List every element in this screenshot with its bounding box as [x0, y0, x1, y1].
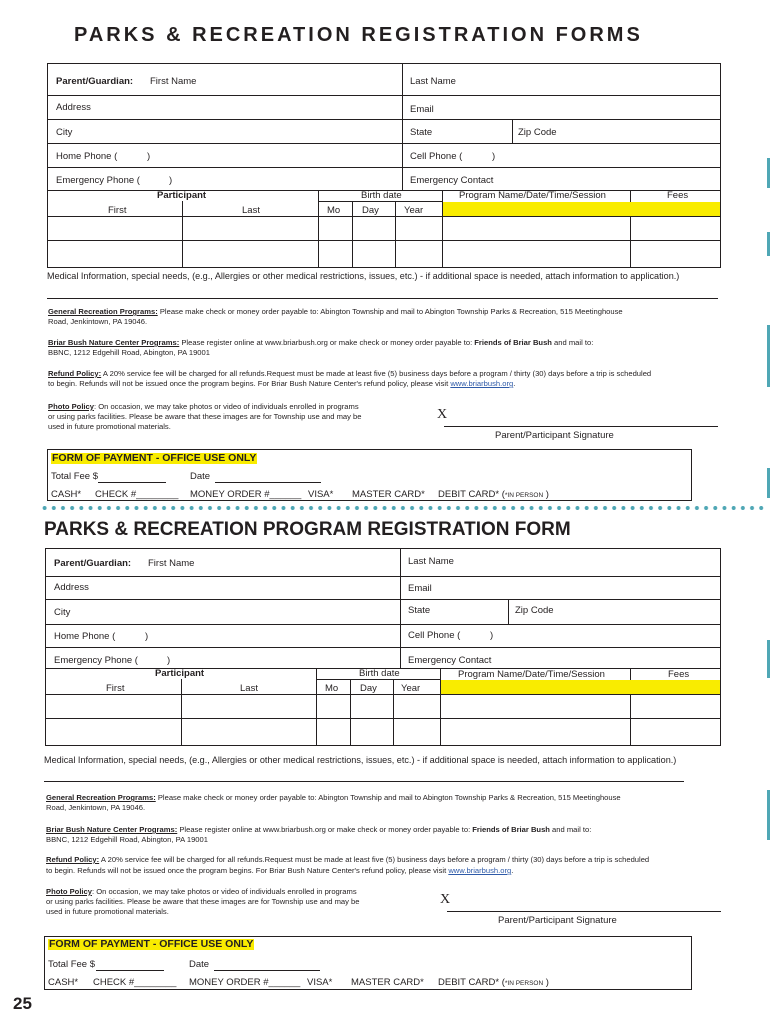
paren: ) — [543, 977, 549, 988]
briarbush-link[interactable]: www.briarbush.org — [450, 379, 514, 388]
last-name-label: Last Name — [408, 556, 454, 567]
debit-card-option — [438, 489, 549, 501]
total-fee-label: Total Fee $ — [48, 959, 95, 970]
signature-x: X — [437, 407, 448, 422]
refund-policy-text — [46, 855, 649, 865]
last-header: Last — [240, 683, 258, 694]
emergency-phone-label: Emergency Phone ( — [56, 175, 140, 186]
last-header: Last — [242, 205, 260, 216]
state-label: State — [408, 605, 431, 616]
date-label: Date — [190, 471, 211, 482]
payment-title: FORM OF PAYMENT - OFFICE USE ONLY — [52, 452, 257, 464]
money-order-option: MONEY ORDER #______ — [190, 489, 302, 500]
photo-policy-text-2: or using parks facilities. Please be aware that these images are for Township use and may be — [46, 897, 360, 906]
briar-bush-text-2: BBNC, 1212 Edgehill Road, Abington, PA 19001 — [46, 835, 208, 844]
refund-policy-text-2 — [46, 866, 513, 876]
in-person-note: *IN PERSON — [504, 492, 544, 499]
paren: ) — [490, 630, 494, 641]
highlight-bar — [441, 680, 720, 694]
master-card-option: MASTER CARD* — [352, 489, 425, 500]
participant-header: Participant — [155, 668, 205, 679]
program-header: Program Name/Date/Time/Session — [459, 190, 606, 201]
mo-header: Mo — [325, 683, 339, 694]
general-programs-text-2: Road, Jenkintown, PA 19046. — [48, 317, 148, 326]
zip-label: Zip Code — [515, 605, 554, 616]
city-label: City — [56, 127, 73, 138]
first-name-label: First Name — [150, 76, 197, 87]
in-person-note: *IN PERSON — [504, 980, 544, 987]
birth-date-header: Birth date — [361, 190, 402, 201]
signature-label: Parent/Participant Signature — [495, 430, 614, 441]
debit-card-label: DEBIT CARD* ( — [438, 977, 505, 988]
cash-option: CASH* — [48, 977, 79, 988]
photo-policy-text-3: used in future promotional materials. — [48, 422, 171, 431]
emergency-phone-label: Emergency Phone ( — [54, 655, 138, 666]
general-programs-label: General Recreation Programs: — [48, 307, 158, 316]
refund-policy-label: Refund Policy: — [48, 369, 102, 378]
emergency-contact-label: Emergency Contact — [410, 175, 494, 186]
briar-bush-text-2: BBNC, 1212 Edgehill Road, Abington, PA 19001 — [48, 348, 210, 357]
photo-policy-label: Photo Policy — [48, 402, 94, 411]
info-table — [47, 63, 721, 268]
briar-bush-line: Please register online at www.briarbush.org or make check or money order payable to: — [177, 825, 473, 834]
email-label: Email — [408, 583, 432, 594]
first-name-label: First Name — [148, 558, 195, 569]
cell-phone-label: Cell Phone ( — [408, 630, 461, 641]
photo-policy-text-2: or using parks facilities. Please be aware that these images are for Township use and may be — [48, 412, 362, 421]
payment-title: FORM OF PAYMENT - OFFICE USE ONLY — [49, 938, 254, 950]
email-label: Email — [410, 104, 434, 115]
general-programs-text — [48, 307, 623, 317]
program-header: Program Name/Date/Time/Session — [458, 669, 605, 680]
cash-option: CASH* — [51, 489, 82, 500]
refund-policy-line: A 20% service fee will be charged for all refunds.Request must be made at least five (5) business days before a program / thirty (30) days before a trip is scheduled — [101, 369, 652, 378]
day-header: Day — [360, 683, 377, 694]
parent-guardian-label: Parent/Guardian: — [54, 558, 132, 569]
day-header: Day — [362, 205, 379, 216]
form-title: PARKS & RECREATION PROGRAM REGISTRATION FORM — [44, 519, 571, 540]
parent-guardian-label: Parent/Guardian: — [56, 76, 134, 87]
emergency-contact-label: Emergency Contact — [408, 655, 492, 666]
money-order-option: MONEY ORDER #______ — [189, 977, 301, 988]
signature-x: X — [440, 892, 451, 907]
address-label: Address — [54, 582, 89, 593]
highlight-bar — [443, 202, 720, 216]
fees-header: Fees — [668, 669, 690, 680]
medical-info: Medical Information, special needs, (e.g., Allergies or other medical restrictions, issues, etc.) - if additional space is needed, attach information to application.) — [44, 755, 677, 765]
refund-policy-text-2 — [48, 379, 515, 389]
photo-policy-line: : On occasion, we may take photos or video of individuals enrolled in programs — [94, 402, 359, 411]
birth-date-header: Birth date — [359, 668, 400, 679]
home-phone-label: Home Phone ( — [56, 151, 118, 162]
general-programs-text-2: Road, Jenkintown, PA 19046. — [46, 803, 146, 812]
signature-line[interactable] — [444, 426, 718, 427]
page-number: 25 — [13, 994, 32, 1013]
general-programs-text — [46, 793, 621, 803]
paren: ) — [169, 175, 173, 186]
paren: ) — [543, 489, 549, 500]
briar-bush-text — [48, 338, 593, 348]
paren: ) — [492, 151, 496, 162]
fees-header: Fees — [667, 190, 689, 201]
briar-bush-mail: and mail to: — [549, 825, 592, 834]
briar-bush-text — [46, 825, 591, 835]
refund-policy-text — [48, 369, 651, 379]
participant-header: Participant — [157, 190, 207, 201]
mo-header: Mo — [327, 205, 341, 216]
year-header: Year — [404, 205, 424, 216]
year-header: Year — [401, 683, 421, 694]
photo-policy-text — [48, 402, 359, 412]
briar-bush-label: Briar Bush Nature Center Programs: — [48, 338, 180, 347]
refund-policy-line-2: to begin. Refunds will not be issued once the program begins. For Briar Bush Nature Center's refund policy, please visit — [46, 866, 449, 875]
photo-policy-label: Photo Policy — [46, 887, 92, 896]
first-header: First — [108, 205, 127, 216]
check-option: CHECK #________ — [93, 977, 177, 988]
briar-bush-line: Please register online at www.briarbush.org or make check or money order payable to: — [179, 338, 475, 347]
paren: ) — [167, 655, 171, 666]
refund-policy-line: A 20% service fee will be charged for all refunds.Request must be made at least five (5) business days before a program / thirty (30) days before a trip is scheduled — [99, 855, 650, 864]
friends-of-briar-bush: Friends of Briar Bush — [472, 825, 550, 834]
visa-option: VISA* — [308, 489, 334, 500]
debit-card-label: DEBIT CARD* ( — [438, 489, 505, 500]
briar-bush-label: Briar Bush Nature Center Programs: — [46, 825, 178, 834]
cut-line-dots — [40, 505, 766, 511]
address-label: Address — [56, 102, 91, 113]
check-option: CHECK #________ — [95, 489, 179, 500]
total-fee-label: Total Fee $ — [51, 471, 98, 482]
briarbush-link[interactable]: www.briarbush.org — [448, 866, 512, 875]
paren: ) — [145, 631, 149, 642]
zip-label: Zip Code — [518, 127, 557, 138]
photo-policy-text — [46, 887, 357, 897]
first-header: First — [106, 683, 125, 694]
cell-phone-label: Cell Phone ( — [410, 151, 463, 162]
friends-of-briar-bush: Friends of Briar Bush — [474, 338, 552, 347]
period: . — [511, 866, 514, 875]
paren: ) — [147, 151, 151, 162]
refund-policy-label: Refund Policy: — [46, 855, 100, 864]
general-programs-line: Please make check or money order payable to: Abington Township and mail to Abington Township Parks & Recreation, 515 Meetinghouse — [155, 793, 621, 802]
general-programs-label: General Recreation Programs: — [46, 793, 156, 802]
general-programs-line: Please make check or money order payable to: Abington Township and mail to Abington Township Parks & Recreation, 515 Meetinghouse — [157, 307, 623, 316]
page-title: PARKS & RECREATION REGISTRATION FORMS — [74, 24, 643, 46]
last-name-label: Last Name — [410, 76, 456, 87]
period: . — [513, 379, 516, 388]
photo-policy-text-3: used in future promotional materials. — [46, 907, 169, 916]
date-label: Date — [189, 959, 210, 970]
refund-policy-line-2: to begin. Refunds will not be issued once the program begins. For Briar Bush Nature Center's refund policy, please visit — [48, 379, 451, 388]
signature-label: Parent/Participant Signature — [498, 915, 617, 926]
medical-info: Medical Information, special needs, (e.g., Allergies or other medical restrictions, issues, etc.) - if additional space is needed, attach information to application.) — [47, 271, 680, 281]
visa-option: VISA* — [307, 977, 333, 988]
photo-policy-line: : On occasion, we may take photos or video of individuals enrolled in programs — [92, 887, 357, 896]
master-card-option: MASTER CARD* — [351, 977, 424, 988]
debit-card-option — [438, 977, 549, 989]
state-label: State — [410, 127, 433, 138]
briar-bush-mail: and mail to: — [551, 338, 594, 347]
home-phone-label: Home Phone ( — [54, 631, 116, 642]
city-label: City — [54, 607, 71, 618]
signature-line[interactable] — [447, 911, 721, 912]
